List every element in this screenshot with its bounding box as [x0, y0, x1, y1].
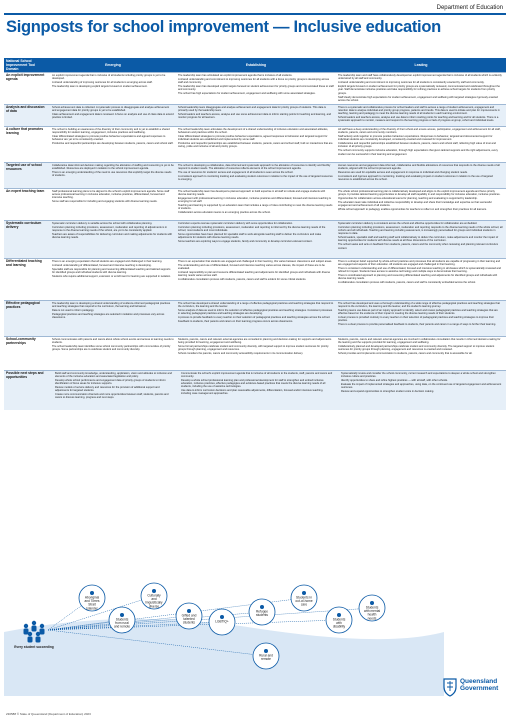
cell-paragraph: A collaborative consultation process with students, parents, carers and staff is consistently embedded across the school.: [338, 281, 476, 285]
department-name: Department of Education: [436, 5, 503, 11]
diagram-node: [253, 643, 279, 669]
cell-paragraph: The understanding and use of differentiated, focused and intensive teaching varies across classes, the impact of these are to be evaluated.: [178, 263, 325, 271]
cell-paragraph: A consistent and rigorous approach to monitoring, tracking and evaluating impact on student outcomes in relation to the use of targeted resources is established across the school.: [338, 175, 493, 182]
cell-establishing: [176, 162, 336, 188]
cell-paragraph: The leadership team is developing a shared understanding of evidence-informed pedagogical practices and teaching strategies that respond to the curriculum, the learning and behaviour.: [52, 301, 171, 309]
row-domain: Possible next steps and opportunities: [4, 370, 50, 410]
cell-paragraph: A shared understanding and commitment to improving outcomes for all students with a focus on priority groups is developing across staff and community.: [178, 78, 330, 85]
diagram-node-label: Rural and remote: [259, 653, 273, 662]
government-name-line1: Queensland: [460, 678, 498, 685]
cell-paragraph: Collaborative and respectful partnerships established between students, parents, carers and school staff, reflecting high value of trust and inclusion of all priority groups.: [338, 142, 496, 149]
page-title: Signposts for school improvement — Inclusive education: [6, 18, 441, 36]
cell-emerging: [50, 162, 176, 188]
cell-emerging: [50, 104, 176, 126]
header-divider: [4, 13, 506, 15]
cell-establishing: [176, 336, 336, 370]
person-icon: [220, 615, 224, 619]
cell-paragraph: Curriculum planning including provisions, assessment, moderation and reporting responds to the diverse learning needs of the whole school, all cohorts and all individuals. Teaching and learning including assessment, is increasingly personalised for groups and individual students in response to data.: [338, 225, 503, 236]
diagram-node-label: Gifted and talented students: [181, 613, 197, 625]
cell-emerging: [50, 300, 176, 336]
diagram-node-label: Students with mental health needs: [363, 605, 381, 621]
cell-emerging: [50, 258, 176, 300]
cell-leading: [336, 300, 506, 336]
cell-leading: [336, 126, 506, 162]
table-row: [4, 188, 506, 220]
cell-paragraph: Systematic curriculum delivery is consistent across the school and effective opportunities for collaboration are embedded.: [338, 221, 478, 225]
next-step-item: • Create more communication channels and more opportunities between staff, students, parents and carers to discuss learning, progress and next steps.: [55, 393, 174, 399]
cell-paragraph: School leaders and teachers access, analyse and use some achievement data to inform starting points for teaching and learning, and monitor progress for all learners.: [178, 113, 331, 120]
column-header-leading: Leading: [336, 58, 506, 73]
cell-paragraph: Clear differentiated strategies to promote positive behaviour expectations and agreed responses to behaviour are yet to be consistently enacted.: [52, 135, 166, 142]
cell-paragraph: Staff professional learning plans to be aligned to the school's explicit improvement agenda. Some staff access professional learning in inclusive education, inclusive practices, differentiated, focused and intensive teaching.: [52, 189, 170, 200]
person-icon: [370, 601, 374, 605]
cell-paragraph: Staff actively work together to promote positive behaviour expectations. Responses to behaviour, targeted and documented support for individual students are consistently developed, consistently enacted and reviewed for improvement.: [338, 135, 493, 142]
diagram-node: [249, 599, 275, 625]
row-domain: School-community partnerships: [4, 336, 50, 370]
cell-paragraph: The leadership team has articulated an explicit improvement agenda that is inclusive of all students.: [178, 74, 293, 77]
cell-paragraph: There is a clear process to provide personalised feedback to students, their parents and carers in a range of ways to further their learning.: [338, 323, 497, 327]
next-step-item: • Develop a whole school professional learning plan and professional development for staff to strengthen and embed inclusive education, inclusive practices, effective pedagogies and evidence-based practices that meets the diverse learning needs of all students, including the use of assistive technologies.: [181, 379, 334, 389]
cell-paragraph: There is a sharper belief supported by whole-school practices and processes that all students are capable of progressing in their learning and are engaged and aspects of their education. All students are engaged and challenged in their learning.: [338, 259, 501, 267]
cell-paragraph: Some analysis of data as used to inform the selection of effective pedagogical practices and teaching strategies. Consistent processes in selecting pedagogical practices and teaching strategies are developing.: [178, 309, 333, 316]
cell-establishing: [176, 73, 336, 105]
cell-paragraph: The school leadership team has developed a planned approach to build expertise in all staff to include and engage students with diverse learning needs.: [178, 189, 326, 197]
row-domain: Systematic curriculum delivery: [4, 220, 50, 258]
cell-paragraph: There is an emerging understanding of the need to use resources that explicitly target the diverse needs of students.: [52, 171, 172, 178]
cell-paragraph: Human resources and engagement data informed, collaborative and flexible allocations of resources that responds to the diverse needs of all students, aligned with the school improvement agenda.: [338, 163, 500, 171]
cell-paragraph: Pedagogical practices and teaching strategies are selected in isolation and processes vary across classrooms.: [52, 313, 165, 320]
cell-paragraph: The use of resources for students' access and engagement of all students is seen across the school.: [178, 171, 294, 175]
column-header-domain: National School Improvement Tool Domain: [4, 58, 50, 73]
cell-paragraph: Teachers are aware of responsibilities for delivering curriculum and making adjustments for students with diverse learning needs.: [52, 233, 173, 240]
diagram-node: [291, 585, 317, 611]
cell-paragraph: The school leadership team articulates the development of a shared understanding of inclusive education and associated attitudes, behaviours and practices within the school.: [178, 127, 329, 135]
next-step-item: • Review and expand opportunities to strengthen student voice in decision making.: [341, 390, 504, 393]
cell-paragraph: Class achievement and engagement data is reviewed. A focus on analysis and use of class data to extend practice is limited.: [52, 113, 174, 120]
cell-paragraph: The school seeks and acts on feedback from students, parents, carers and the community when reviewing and planning relevant curriculum content.: [338, 243, 499, 250]
cell-paragraph: School leadership team disaggregate and analyse achievement and engagement data for priority groups of students. This data is primarily used by the leadership team.: [178, 105, 326, 113]
cell-paragraph: Some teachers are exploring ways to engage students, family and community to develop curriculum-relevant content.: [178, 240, 313, 244]
table-row: [4, 162, 506, 188]
table-row: [4, 126, 506, 162]
diagram-node-label: Refugee students: [255, 609, 269, 618]
table-row: [4, 258, 506, 300]
person-icon: [264, 649, 268, 653]
table-row: [4, 336, 506, 370]
cell-paragraph: Students, parents, carers and relevant external agencies are involved in collaborative consultation that results in informed decision-making for the learning and the supports provided for learning, engagement and wellbeing.: [338, 337, 501, 345]
cell-paragraph: A shared understanding of improving outcomes for all students is emerging across staff.: [52, 81, 153, 85]
footer-copyright: 230588 © State of Queensland (Department of Education) 2023: [6, 712, 91, 716]
next-step-item: • Communicate the school's explicit improvement agenda that is inclusive of all students to the students, staff, parents and carers and community.: [181, 372, 334, 378]
cell-leading: [336, 336, 506, 370]
cell-paragraph: The school has high expectations for student achievement, engagement and wellbeing with some associated strategies.: [178, 92, 316, 96]
column-header-establishing: Establishing: [176, 58, 336, 73]
cell-paragraph: Productive and respectful partnerships are established between students, parents, carers and school staff, built on interactions that are caring, polite and inclusive of all and priority groups.: [178, 142, 333, 149]
cell-paragraph: The school is developing a collaborative, data informed and systematic approach to the allocation of resources to identify and flexibly respond to student needs. The allocation of resources reflects elements of the school improvement agenda.: [178, 163, 331, 171]
row-domain: Differentiated teaching and learning: [4, 258, 50, 300]
cell-paragraph: Data is not used to inform pedagogy.: [52, 309, 95, 313]
next-step-item: • Use data to inform curriculum decisions and plan reasonable adjustments, differentiation, focused and/or intensive teaching, including case management approaches.: [181, 389, 334, 395]
cell-paragraph: A clear process is provided routinely to every teacher on their selection of pedagogical practices and teaching strategies to improve their practice.: [338, 316, 494, 323]
cell-leading: [336, 258, 506, 300]
cell-paragraph: Clear differentiated strategies to promote positive behaviour expectations, agreed responses to behaviour and targeted support for individual students are established and implemented by some staff.: [178, 135, 328, 142]
cell-emerging: [50, 73, 176, 105]
person-icon: [120, 613, 124, 617]
cell-paragraph: School achievement data is collected. A systematic process to disaggregate and analyse achievement and engagement data for priority groups is yet to be established.: [52, 105, 170, 113]
cell-establishing: [176, 300, 336, 336]
cell-paragraph: A shared understanding and commitment to improving outcomes for all students is consistently enacted by staff and community.: [338, 81, 485, 85]
crest-icon: [442, 677, 458, 697]
column-header-emerging: Emerging: [50, 58, 176, 73]
cell-paragraph: The education team take individual and collective responsibility to develop and share their knowledge and expertise so that successful engagement and achievement of all students.: [338, 201, 492, 208]
cell-establishing: [176, 104, 336, 126]
row-domain: Effective pedagogical practices: [4, 300, 50, 336]
person-icon: [90, 591, 94, 595]
person-icon: [302, 591, 306, 595]
person-icon: [152, 589, 156, 593]
cell-establishing: [176, 188, 336, 220]
cell-paragraph: Engagement with professional learning in inclusive education, inclusive practices and differentiated, focused and intensive teaching is emerging for all staff.: [178, 197, 331, 204]
cell-paragraph: Some formal partnerships celebrate student and community diversity, with targeted support to improve student outcomes for priority groups through planning, engagement and resources.: [178, 345, 329, 352]
cell-paragraph: Curriculum planning including provisions, assessment, moderation and reporting of adjustments is in response to the diverse learning needs of the school, are yet to be consistently applied.: [52, 225, 168, 233]
cell-paragraph: Collaboration across education teams is an emerging practice across the school.: [178, 211, 271, 215]
cell-leading: [336, 73, 506, 105]
diagram-node-label: LGBTIQ+: [215, 619, 229, 624]
cell-paragraph: The school has developed a shared understanding of a range of effective pedagogical practices and teaching strategies that respond to the curriculum, the learning and the learner.: [178, 301, 334, 309]
cell-paragraph: There is an expectation that students are engaged and challenged in their learning, this varies between classrooms and subject areas.: [178, 259, 332, 263]
diagram-node-label: Students from rural and remote: [113, 617, 131, 629]
diagram-node: [79, 585, 105, 611]
cell-paragraph: Collaboratively planned and developed partnerships celebrate student and community diversity. The targeted support to improve student outcomes for priority groups through planning, engagement and resources is enacted and reviewed.: [338, 345, 495, 352]
person-icon: [337, 613, 341, 617]
cell-paragraph: School leaders, specialist staff and teaching staff work collaboratively to deliver the curriculum, make adjustments and monitor the impact of learning opportunities for students with diverse needs at all three dimensions of the curriculum.: [338, 236, 499, 243]
queensland-government-logo: [442, 661, 502, 703]
diagram-node: [109, 607, 135, 633]
cell-paragraph: School provides and implements communication to students, parents, carers and community that is accessible for all.: [338, 352, 473, 356]
cell-paragraph: Systematic curriculum delivery is variable across the school with collaborative planning.: [52, 221, 153, 225]
cell-paragraph: The school has developed and uses a thorough understanding of a wide range of effective pedagogical practices and teaching strategies that respond to the curriculum, the learning and the learner, and the student's learning journey.: [338, 301, 500, 309]
cell-emerging: [50, 126, 176, 162]
cell-paragraph: An explicit improvement agenda that is inclusive of all students including priority groups is yet to be developed.: [52, 74, 166, 81]
diagram-node: [209, 609, 235, 635]
diagram-node: [359, 595, 385, 621]
cell-emerging: [50, 370, 176, 410]
cell-paragraph: Curriculum experts oversee systematic curriculum delivery with some opportunities for collaboration.: [178, 221, 293, 225]
cell-paragraph: There is coordinated approach to planning and resourcing differentiated teaching and adjustments for identified groups and individuals with diverse learning needs.: [338, 274, 498, 281]
row-domain: Targeted use of school resources: [4, 162, 50, 188]
cell-paragraph: Some staff are responsible for including and engaging students with diverse learning needs.: [52, 200, 158, 204]
cell-paragraph: There is a systematic and collaborative process for school leaders and staff to access a range of student achievement, engagement and retention data to analyse individual and priority group progress, patterns and trends. This data is used to initiate and plan for improvements in teaching, learning and pedagogy to meet the diverse learning needs of all students in each learning environment.: [338, 105, 500, 116]
cell-establishing: [176, 370, 336, 410]
cell-emerging: [50, 336, 176, 370]
cell-paragraph: The school community supports inclusive education, through high expectations that given tailored supports and the right adjustments, every student can be successful in their learning and engagement.: [338, 149, 498, 156]
next-step-item: • Evaluate the impact of implemented strategies and approaches, using data, on the continued use of targeted engagement and achievement outcomes.: [341, 383, 504, 389]
person-icon: [260, 605, 264, 609]
cell-paragraph: The leadership team is developing explicit targets focused on student achievement.: [52, 85, 148, 89]
cell-establishing: [176, 220, 336, 258]
diagram-node: [326, 607, 352, 633]
cell-paragraph: Some opportunities have been planned for specialist staff to work alongside teaching staff to deliver the curriculum and make adjustments for students with diverse learning needs.: [178, 233, 322, 240]
diagram-node-label: Culturally and linguistically diverse: [145, 593, 163, 609]
cell-paragraph: The whole school professional learning plan is collaboratively developed and aligns to the explicit improvement agenda and focus priority groups. It provides tailored learning opportunities to develop all staff capability in and responsibility for inclusive education, inclusive practices.: [338, 189, 501, 197]
cell-paragraph: Teaching teams use data as part of an inquiry approach to identify, select and review pedagogical practices and teaching strategies that are effective based on the evidence of their impact in meeting the diverse learning needs of their students.: [338, 309, 498, 316]
cell-paragraph: Whole school approach to pedagogy enables opportunities for teachers to reflect on and strengthen their practices for all learners.: [338, 208, 487, 212]
next-step-item: • Identify opportunities to share and refine highest practices — with all staff, with other schools.: [341, 379, 504, 382]
cell-paragraph: Collaborative data informed decision making regarding the allocation of staffing and resourcing is yet to be established. Resources are deployed in isolation to the school improvement agenda.: [52, 163, 174, 171]
cell-paragraph: A collaborative consultation process with students, parents, carers and staff is evident for some critical students.: [178, 278, 307, 282]
cell-leading: [336, 104, 506, 126]
cell-paragraph: The school leadership team identifies some school community partnerships with communities of priority groups. Some partnerships are to celebrate student and community diversity.: [52, 345, 171, 352]
cell-paragraph: School communicates with parents and carers about whole school events and access to learning needs to students.: [52, 337, 174, 345]
priority-groups-diagram: [4, 568, 506, 696]
cell-paragraph: School leaders and teachers access, analyse and use data to inform starting points for teaching and learning and for all students. There is a systematic approach to monitor, measure and respond to the learning progress or lack of progress at group, cohort and individual levels.: [338, 116, 499, 123]
cell-paragraph: Feedback to students, their parents and carers on their learning progress occurs across classrooms.: [178, 320, 294, 324]
diagram-node: [176, 603, 202, 629]
row-domain: A culture that promotes learning: [4, 126, 50, 162]
cell-paragraph: The school is building an awareness of the diversity of their community and is yet to establish a shared responsibility for student learning, engagement, inclusive practices and wellbeing.: [52, 127, 170, 135]
cell-emerging: [50, 220, 176, 258]
diagram-node-label: Aboriginal and Torres Strait Islander: [84, 595, 100, 611]
cell-establishing: [176, 258, 336, 300]
cell-paragraph: The leadership team and staff have collaboratively developed an explicit improvement agenda that is inclusive of all students which is evidently understood by all staff and community.: [338, 74, 502, 81]
next-step-item: • Build staff and community knowledge, understanding, application, vision and attitudes to inclusion and elements of the inclusive education and associated legislation and policy.: [55, 372, 174, 378]
row-domain: An expert teaching team: [4, 188, 50, 220]
cell-paragraph: All staff have a deep understanding of the diversity of their school and ensure access, participation, engagement and achievement for all staff, students, parents, carers and community members.: [338, 127, 501, 135]
cell-paragraph: Resources are used for equitable access and engagement in response to individual and changing student needs.: [338, 171, 468, 175]
cell-establishing: [176, 126, 336, 162]
cell-paragraph: There is consistent understanding and use of differentiated, focused and intensive teaching in all classes which is systematically reviewed and refined for impact. Students have access to assistive technology and multiple ways to demonstrate their learning.: [338, 267, 501, 274]
cell-paragraph: A shared understanding of differentiated, focused and intensive teaching is developing.: [52, 263, 152, 267]
row-domain: Analysis and discussion of data: [4, 104, 50, 126]
cell-leading: [336, 220, 506, 258]
table-row: [4, 104, 506, 126]
cell-leading: [336, 188, 506, 220]
diagram-node: [141, 583, 167, 609]
row-domain: An explicit improvement agenda: [4, 73, 50, 105]
cell-paragraph: A process to provide feedback to every teacher on their selection of pedagogical practices and teaching strategies across the school.: [178, 316, 331, 320]
cell-paragraph: A consistent approach to monitoring tracking and evaluating student outcomes in relation to the impact of the use of targeted resources is emerging.: [178, 175, 333, 182]
table-row: [4, 370, 506, 410]
diagram-node-label: Students with disability: [332, 617, 346, 629]
cell-paragraph: The leadership team has developed explicit targets focused on student achievement for priority groups and communicated these to staff and community.: [178, 85, 334, 92]
cell-paragraph: There is an emerging expectation that all students are engaged and challenged in their learning.: [52, 259, 163, 263]
next-step-item: • Systematically review and consider the school community, current research and expectations to deepen a whole school and strengthen inclusive culture and practices.: [341, 372, 504, 378]
person-icon: [187, 609, 191, 613]
cell-paragraph: Students who require additional support, extension or enrichment for learning are supported in isolation.: [52, 275, 171, 279]
cell-emerging: [50, 188, 176, 220]
cell-paragraph: Teaching and learning is supported by an education team that includes a range of roles contributing to meet the diverse learning needs of students.: [178, 204, 333, 211]
diagram-center-label: Every student succeeding: [14, 645, 54, 649]
signposts-table: [4, 58, 506, 410]
cell-paragraph: A shared responsibility to plan and resource differentiated teaching and adjustments for identified groups and individuals with diverse learning needs varies across staff.: [178, 271, 331, 278]
cell-leading: [336, 162, 506, 188]
cell-paragraph: Specialist staff are responsible for planning and resourcing differentiated teaching and tailored supports for identified groups and individual students with diverse learning.: [52, 267, 171, 275]
next-step-item: • Review models of service delivery and resources for the provision of additional support and adjustments for targeted students.: [55, 386, 174, 392]
government-name-line2: Government: [460, 684, 499, 692]
cell-paragraph: Explicit targets focused on student achievement for priority groups are systematically reviewed, communicated and celebrated throughout the year. Staff demonstrate inclusive practices and take responsibility for refining practices to achieve school targets for students from priority groups.: [338, 85, 500, 95]
cell-leading: [336, 370, 506, 410]
diagram-node-label: Students in out-of-home care: [295, 595, 313, 607]
cell-paragraph: Students, parents, carers and relevant external agencies are consulted in planning and decision-making for supports and adjustments being provided for learning, engagement and wellbeing.: [178, 337, 332, 345]
cell-paragraph: Opportunities for collaboration across educational teams for planning, teaching and evaluating is supported by leadership.: [338, 197, 478, 201]
cell-paragraph: Staff clearly demonstrate high expectations for student achievement, engagement and wellbeing with targeted strategies rigorously enacted across the school.: [338, 95, 498, 102]
next-step-item: • Develop whole school performance and engagement data of priority groups of students to inform identification of focus areas for inclusive supports.: [55, 379, 174, 385]
cell-paragraph: School considers the parents, carers and community accessibility requirements in its communication delivery.: [178, 352, 304, 356]
table-row: [4, 300, 506, 336]
cell-paragraph: Curriculum planning including provisions, assessment, moderation and reporting is informed by the diverse learning needs of the school, most students and most individuals.: [178, 225, 326, 233]
table-row: [4, 73, 506, 105]
table-row: [4, 220, 506, 258]
cell-paragraph: Productive and respectful partnerships are developing between students, parents, carers and school staff.: [52, 142, 174, 146]
